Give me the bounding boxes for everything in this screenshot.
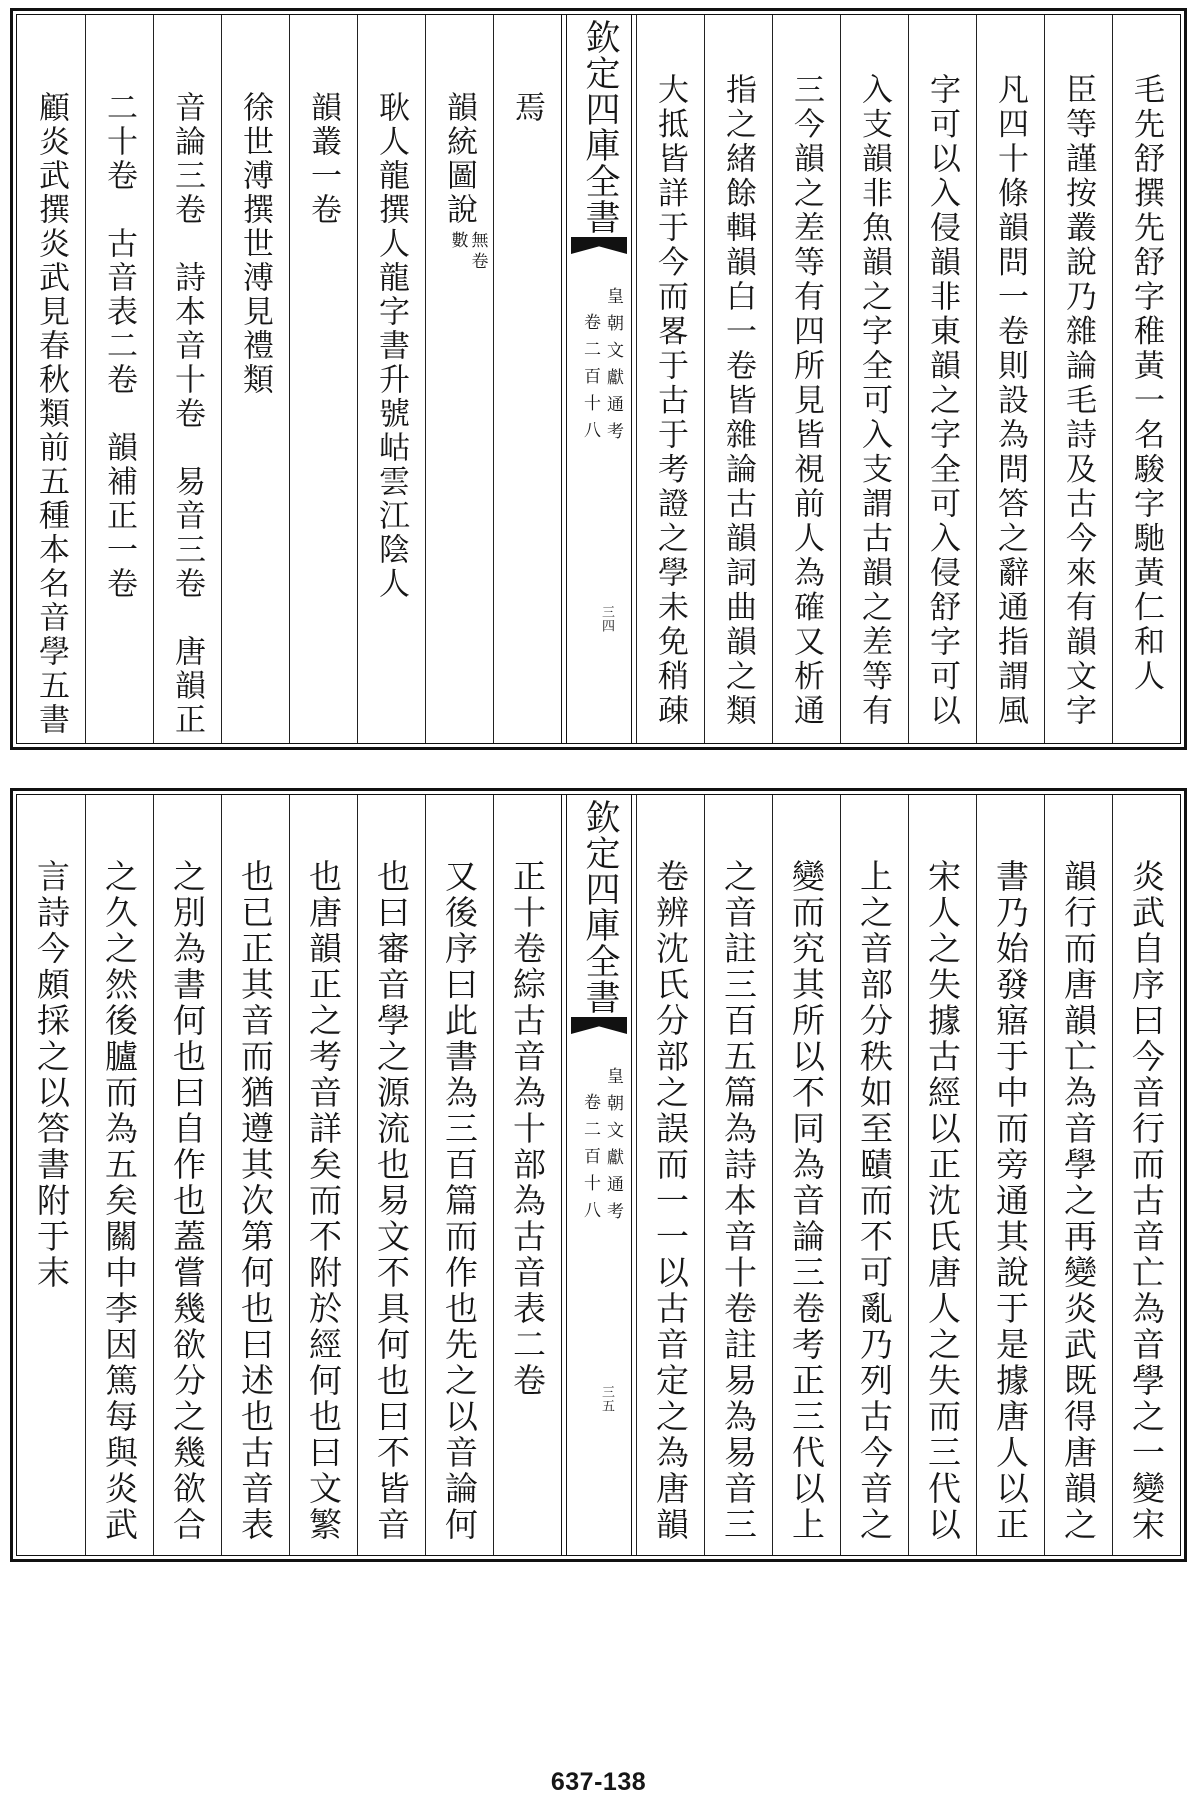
text-column: 三今韻之差等有四所見皆視前人為確又析通: [772, 15, 840, 743]
text-column: 音論三卷 詩本音十卷 易音三卷 唐韻正: [153, 15, 221, 743]
folio-number: 三五: [599, 1385, 614, 1413]
text-column: 之別為書何也曰自作也蓋嘗幾欲分之幾欲合: [153, 795, 221, 1555]
source-title: 皇朝文獻通考: [603, 1067, 623, 1229]
fishtail-mark-icon: [571, 237, 627, 254]
text-column: 徐世溥撰世溥見禮類: [221, 15, 289, 743]
text-column: 臣等謹按叢說乃雜論毛詩及古今來有韻文字: [1044, 15, 1112, 743]
text-column: 指之緒餘輯韻白一卷皆雜論古韻詞曲韻之類: [704, 15, 772, 743]
page-code: 637-138: [550, 1768, 647, 1796]
text-column-with-note: [425, 15, 493, 743]
text-column: 耿人龍撰人龍字書升號岵雲江陰人: [357, 15, 425, 743]
volume-number: 卷二百十八: [580, 1093, 600, 1228]
text-column: 毛先舒撰先舒字稚黃一名駿字馳黃仁和人: [1112, 15, 1180, 743]
annotation-line: 數: [447, 231, 468, 252]
text-column: 字可以入侵韻非東韻之字全可入侵舒字可以: [908, 15, 976, 743]
text-column: 上之音部分秩如至賾而不可亂乃列古今音之: [840, 795, 908, 1555]
text-column: 也已正其音而猶遵其次第何也曰述也古音表: [221, 795, 289, 1555]
text-column: 卷辨沈氏分部之誤而一一以古音定之為唐韻: [636, 795, 704, 1555]
lower-page: [10, 788, 1187, 1562]
text-column: 炎武自序曰今音行而古音亡為音學之一變宋: [1112, 795, 1180, 1555]
collection-title: 欽定四庫全書: [580, 799, 620, 1015]
source-title: 皇朝文獻通考: [603, 287, 623, 449]
center-fold-column: [561, 795, 636, 1555]
text-column: 韻行而唐韻亡為音學之再變炎武既得唐韻之: [1044, 795, 1112, 1555]
text-column: 也曰審音學之源流也易文不具何也曰不皆音: [357, 795, 425, 1555]
text-column: 入支韻非魚韻之字全可入支謂古韻之差等有: [840, 15, 908, 743]
inline-annotation: [448, 231, 488, 273]
text-column: 大抵皆詳于今而畧于古于考證之學未免稍疎: [636, 15, 704, 743]
upper-page: [10, 8, 1187, 750]
collection-title: 欽定四庫全書: [580, 19, 620, 235]
center-fold-column: [561, 15, 636, 743]
text-column: 宋人之失據古經以正沈氏唐人之失而三代以: [908, 795, 976, 1555]
text-column: 顧炎武撰炎武見春秋類前五種本名音學五書: [33, 91, 69, 737]
fishtail-mark-icon: [571, 1017, 627, 1034]
text-column: 之久之然後臚而為五矣關中李因篤每與炎武: [85, 795, 153, 1555]
upper-page-frame: [16, 14, 1181, 744]
text-column: 又後序曰此書為三百篇而作也先之以音論何: [425, 795, 493, 1555]
text-column: 韻叢一卷: [289, 15, 357, 743]
column-text: 韻統圖說: [441, 91, 477, 227]
annotation-line: 無卷: [467, 231, 488, 273]
text-column: 凡四十條韻問一卷則設為問答之辭通指謂風: [976, 15, 1044, 743]
text-column: 變而究其所以不同為音論三卷考正三代以上: [772, 795, 840, 1555]
lower-page-frame: [16, 794, 1181, 1556]
text-column: 焉: [493, 15, 561, 743]
text-column: 言詩今頗採之以答書附于末: [32, 859, 71, 1291]
text-column: 書乃始發寤于中而旁通其說于是據唐人以正: [976, 795, 1044, 1555]
folio-number: 三四: [599, 605, 614, 633]
volume-number: 卷二百十八: [580, 313, 600, 448]
text-column: 正十卷綜古音為十部為古音表二卷: [493, 795, 561, 1555]
text-column: 也唐韻正之考音詳矣而不附於經何也曰文繁: [289, 795, 357, 1555]
text-column: 二十卷 古音表二卷 韻補正一卷: [85, 15, 153, 743]
text-column: 之音註三百五篇為詩本音十卷註易為易音三: [704, 795, 772, 1555]
